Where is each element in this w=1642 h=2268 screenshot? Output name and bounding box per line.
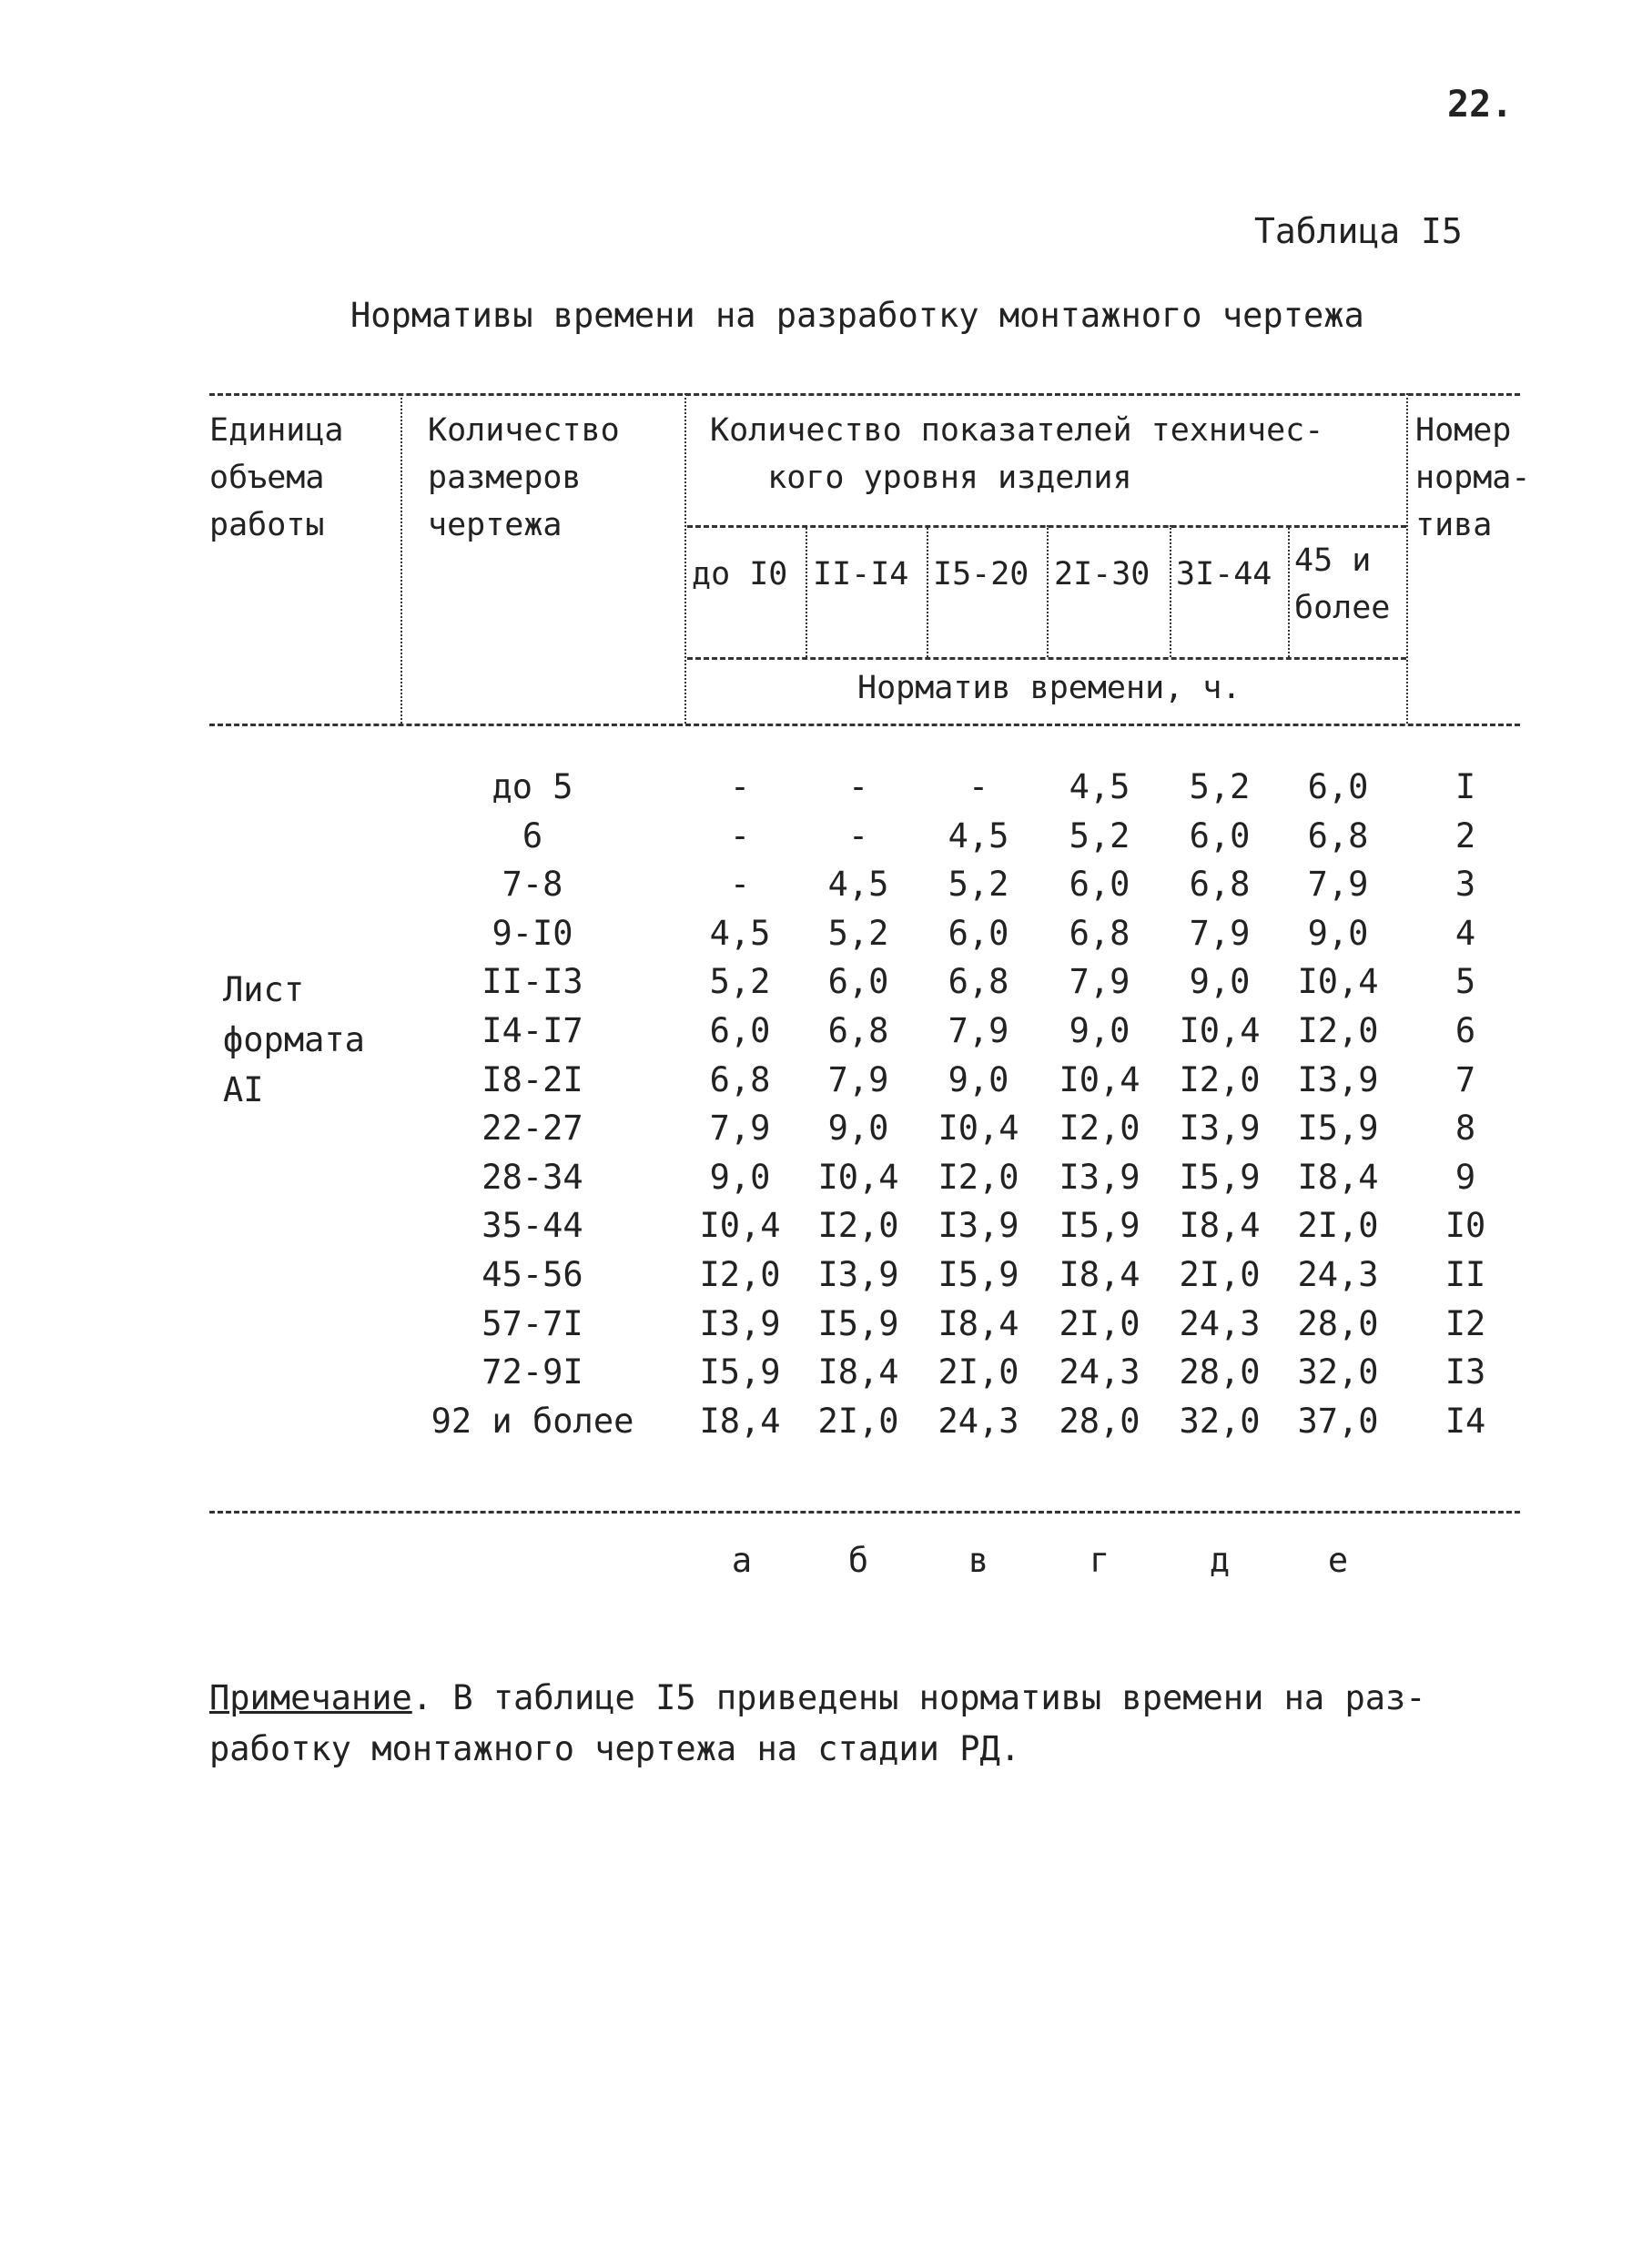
row-value: 6,8 <box>948 962 1009 1001</box>
row-value: 24,3 <box>1297 1255 1379 1294</box>
row-norm-number: 5 <box>1454 962 1476 1001</box>
row-norm-number: I3 <box>1444 1352 1486 1392</box>
note-label: Примечание <box>209 1678 412 1717</box>
row-value: 4,5 <box>1069 767 1130 806</box>
row-value: - <box>729 767 751 806</box>
row-value: 28,0 <box>1179 1352 1261 1392</box>
subcol-header-c: I5-20 <box>933 556 1029 592</box>
row-size: 7-8 <box>502 865 563 904</box>
row-value: I5,9 <box>938 1255 1019 1294</box>
row-value: 32,0 <box>1297 1352 1379 1392</box>
note-text: . В таблице I5 приведены нормативы времени на раз- работку монтажного чертежа на стадии РД. <box>209 1678 1426 1768</box>
row-value: 7,9 <box>948 1011 1009 1050</box>
row-value: 5,2 <box>1189 767 1251 806</box>
row-size: 9-I0 <box>492 914 573 953</box>
row-value: I0,4 <box>1297 962 1379 1001</box>
row-value: I0,4 <box>938 1109 1019 1148</box>
row-value: 2I,0 <box>1179 1255 1261 1294</box>
row-value: 7,9 <box>827 1060 889 1099</box>
row-value: 5,2 <box>827 914 889 953</box>
row-value: 6,0 <box>827 962 889 1001</box>
subcol-header-f: 45 и более <box>1294 542 1391 626</box>
row-norm-number: I2 <box>1444 1304 1486 1343</box>
row-value: I5,9 <box>817 1304 899 1343</box>
col-divider-1 <box>400 393 402 724</box>
row-value: - <box>729 816 751 856</box>
row-value: 7,9 <box>709 1109 771 1148</box>
row-value: 2I,0 <box>1059 1304 1140 1343</box>
row-value: I8,4 <box>1297 1158 1379 1197</box>
row-value: 5,2 <box>948 865 1009 904</box>
row-value: I0,4 <box>1179 1011 1261 1050</box>
row-value: 9,0 <box>1189 962 1251 1001</box>
row-value: 4,5 <box>709 914 771 953</box>
row-size: II-I3 <box>481 962 583 1001</box>
subcol-divider-4 <box>1170 525 1171 657</box>
row-size: 45-56 <box>481 1255 583 1294</box>
row-value: I5,9 <box>1179 1158 1261 1197</box>
row-value: I3,9 <box>699 1304 781 1343</box>
header-time-norm: Норматив времени, ч. <box>857 670 1242 706</box>
row-norm-number: 2 <box>1454 816 1476 856</box>
row-norm-number: I <box>1454 767 1476 806</box>
page-number: 22. <box>1447 84 1514 126</box>
row-norm-number: 9 <box>1454 1158 1476 1197</box>
row-value: 6,0 <box>1189 816 1251 856</box>
row-value: - <box>847 767 869 806</box>
subcol-header-d: 2I-30 <box>1054 556 1150 592</box>
col-divider-3 <box>1406 393 1408 724</box>
row-value: 6,8 <box>1189 865 1251 904</box>
row-value: 6,0 <box>709 1011 771 1050</box>
header-top-rule <box>209 393 1520 396</box>
row-value: I8,4 <box>1059 1255 1140 1294</box>
subcol-header-e: 3I-44 <box>1176 556 1272 592</box>
row-value: I5,9 <box>699 1352 781 1392</box>
row-value: I2,0 <box>1059 1109 1140 1148</box>
row-size: 92 и более <box>431 1402 634 1441</box>
row-value: 2I,0 <box>1297 1206 1379 1245</box>
row-norm-number: 4 <box>1454 914 1476 953</box>
row-value: 28,0 <box>1297 1304 1379 1343</box>
row-value: 4,5 <box>827 865 889 904</box>
row-value: I2,0 <box>938 1158 1019 1197</box>
subcol-divider-2 <box>927 525 928 657</box>
row-norm-number: 3 <box>1454 865 1476 904</box>
table-note <box>209 1673 1426 1775</box>
row-value: 6,0 <box>1307 767 1369 806</box>
row-value: 9,0 <box>1307 914 1369 953</box>
row-value: 6,8 <box>1069 914 1130 953</box>
row-value: 5,2 <box>709 962 771 1001</box>
row-value: I3,9 <box>1059 1158 1140 1197</box>
table-bottom-rule <box>209 1511 1520 1514</box>
subcol-header-b: II-I4 <box>813 556 909 592</box>
row-value: 5,2 <box>1069 816 1130 856</box>
header-indicators: Количество показателей техничес- кого уровня изделия <box>710 412 1324 496</box>
row-value: 6,8 <box>1307 816 1369 856</box>
row-value: 24,3 <box>1179 1304 1261 1343</box>
column-letter-d: г <box>1089 1541 1110 1580</box>
row-value: - <box>968 767 989 806</box>
row-norm-number: 8 <box>1454 1109 1476 1148</box>
row-value: 6,8 <box>709 1060 771 1099</box>
row-value: I2,0 <box>817 1206 899 1245</box>
row-size: I8-2I <box>481 1060 583 1099</box>
header-unit: Единица объема работы <box>209 412 344 543</box>
column-letter-b: б <box>847 1541 869 1580</box>
header-sizes: Количество размеров чертежа <box>428 412 620 543</box>
row-size: 35-44 <box>481 1206 583 1245</box>
unit-label-line-2: формата <box>223 1020 365 1059</box>
table-title: Нормативы времени на разработку монтажного чертежа <box>350 296 1364 335</box>
row-value: 6,8 <box>827 1011 889 1050</box>
row-value: I2,0 <box>699 1255 781 1294</box>
row-value: 9,0 <box>709 1158 771 1197</box>
row-value: 6,0 <box>1069 865 1130 904</box>
row-value: I0,4 <box>699 1206 781 1245</box>
row-size: 72-9I <box>481 1352 583 1392</box>
row-value: 37,0 <box>1297 1402 1379 1441</box>
row-norm-number: 7 <box>1454 1060 1476 1099</box>
row-value: I2,0 <box>1179 1060 1261 1099</box>
row-size: I4-I7 <box>481 1011 583 1050</box>
row-value: I2,0 <box>1297 1011 1379 1050</box>
row-value: I0,4 <box>1059 1060 1140 1099</box>
row-value: 24,3 <box>938 1402 1019 1441</box>
time-norm-rule <box>687 657 1406 660</box>
row-value: 7,9 <box>1069 962 1130 1001</box>
row-value: 28,0 <box>1059 1402 1140 1441</box>
row-value: I8,4 <box>1179 1206 1261 1245</box>
column-letter-f: е <box>1327 1541 1349 1580</box>
header-bottom-rule <box>209 724 1520 726</box>
row-size: до 5 <box>492 767 573 806</box>
row-value: 9,0 <box>827 1109 889 1148</box>
row-value: 9,0 <box>1069 1011 1130 1050</box>
row-norm-number: I0 <box>1444 1206 1486 1245</box>
row-value: I8,4 <box>699 1402 781 1441</box>
row-value: - <box>847 816 869 856</box>
row-size: 28-34 <box>481 1158 583 1197</box>
row-size: 22-27 <box>481 1109 583 1148</box>
table-number: Таблица I5 <box>1254 211 1463 251</box>
subcol-divider-5 <box>1288 525 1290 657</box>
col-divider-2 <box>684 393 686 724</box>
header-norm-number: Номер норма- тива <box>1415 412 1531 543</box>
row-value: I3,9 <box>1179 1109 1261 1148</box>
subcol-divider-3 <box>1047 525 1049 657</box>
column-letter-e: д <box>1209 1541 1231 1580</box>
unit-label-line-1: Лист <box>223 970 305 1009</box>
row-value: 24,3 <box>1059 1352 1140 1392</box>
row-value: I5,9 <box>1059 1206 1140 1245</box>
row-size: 6 <box>522 816 543 856</box>
row-value: I5,9 <box>1297 1109 1379 1148</box>
row-value: 7,9 <box>1307 865 1369 904</box>
row-norm-number: I4 <box>1444 1402 1486 1441</box>
row-value: 7,9 <box>1189 914 1251 953</box>
row-value: I3,9 <box>817 1255 899 1294</box>
row-value: I8,4 <box>817 1352 899 1392</box>
row-norm-number: 6 <box>1454 1011 1476 1050</box>
row-value: 32,0 <box>1179 1402 1261 1441</box>
row-value: I3,9 <box>1297 1060 1379 1099</box>
row-value: I8,4 <box>938 1304 1019 1343</box>
row-value: 9,0 <box>948 1060 1009 1099</box>
unit-label-line-3: АI <box>223 1070 264 1109</box>
row-norm-number: II <box>1444 1255 1486 1294</box>
row-value: I0,4 <box>817 1158 899 1197</box>
row-value: 4,5 <box>948 816 1009 856</box>
column-letter-a: а <box>731 1541 753 1580</box>
row-value: - <box>729 865 751 904</box>
row-value: 6,0 <box>948 914 1009 953</box>
subcol-header-a: до I0 <box>692 556 788 592</box>
column-letter-c: в <box>968 1541 989 1580</box>
subcol-divider-1 <box>806 525 807 657</box>
row-value: 2I,0 <box>817 1402 899 1441</box>
row-value: 2I,0 <box>938 1352 1019 1392</box>
row-value: I3,9 <box>938 1206 1019 1245</box>
row-size: 57-7I <box>481 1304 583 1343</box>
